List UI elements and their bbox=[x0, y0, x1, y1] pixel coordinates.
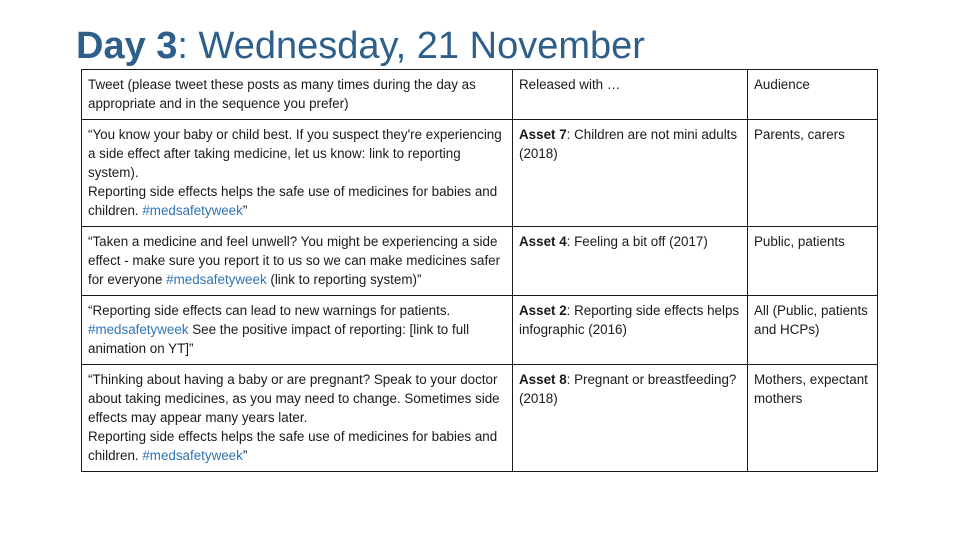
audience-cell: Parents, carers bbox=[748, 120, 878, 227]
hashtag-link[interactable]: #medsafetyweek bbox=[88, 322, 189, 337]
table-header-row bbox=[82, 70, 878, 120]
hashtag-link[interactable]: #medsafetyweek bbox=[142, 203, 243, 218]
asset-cell bbox=[513, 365, 748, 472]
asset-label: Asset 8 bbox=[519, 372, 567, 387]
page-title bbox=[76, 22, 645, 70]
asset-cell bbox=[513, 227, 748, 296]
header-released-with: Released with … bbox=[513, 70, 748, 120]
audience-cell: All (Public, patients and HCPs) bbox=[748, 296, 878, 365]
asset-desc: : Feeling a bit off (2017) bbox=[566, 234, 708, 249]
asset-label: Asset 4 bbox=[519, 234, 567, 249]
tweet-text: Reporting side effects helps the safe use of medicines for babies and children. bbox=[88, 184, 498, 218]
table-row bbox=[82, 227, 878, 296]
audience-cell: Mothers, expectant mothers bbox=[748, 365, 878, 472]
tweet-cell bbox=[82, 227, 513, 296]
tweet-cell bbox=[82, 120, 513, 227]
tweet-cell bbox=[82, 365, 513, 472]
hashtag-link[interactable]: #medsafetyweek bbox=[142, 448, 243, 463]
tweet-text: (link to reporting system)” bbox=[266, 272, 422, 287]
asset-desc: : Children are not mini adults (2018) bbox=[519, 127, 738, 161]
tweet-text: “Taken a medicine and feel unwell? You might be experiencing a side effect - make sure you report it to us so we can make medicines safer for everyone bbox=[88, 234, 501, 287]
tweet-text: See the positive impact of reporting: [link to full animation on YT]” bbox=[88, 322, 470, 356]
tweet-text: “Thinking about having a baby or are pregnant? Speak to your doctor about taking medicines, as you may need to change. Sometimes side effects may appear many years later. bbox=[88, 372, 500, 425]
tweet-text: “You know your baby or child best. If you suspect they're experiencing a side effect after taking medicine, let us know: link to reporting system). bbox=[88, 127, 502, 180]
table-row bbox=[82, 120, 878, 227]
table-row bbox=[82, 365, 878, 472]
title-day: Day 3 bbox=[76, 25, 178, 67]
asset-label: Asset 7 bbox=[519, 127, 567, 142]
tweet-text: Reporting side effects helps the safe use of medicines for babies and children. bbox=[88, 429, 498, 463]
campaign-table bbox=[81, 69, 878, 472]
asset-cell bbox=[513, 120, 748, 227]
asset-cell bbox=[513, 296, 748, 365]
table-row bbox=[82, 296, 878, 365]
header-audience: Audience bbox=[748, 70, 878, 120]
hashtag-link[interactable]: #medsafetyweek bbox=[166, 272, 267, 287]
tweet-text: ” bbox=[242, 203, 248, 218]
title-date: : Wednesday, 21 November bbox=[177, 25, 645, 67]
asset-desc: : Pregnant or breastfeeding? (2018) bbox=[519, 372, 737, 406]
asset-desc: : Reporting side effects helps infographic (2016) bbox=[519, 303, 740, 337]
tweet-text: “Reporting side effects can lead to new warnings for patients. bbox=[88, 303, 451, 318]
asset-label: Asset 2 bbox=[519, 303, 567, 318]
header-tweet: Tweet (please tweet these posts as many times during the day as appropriate and in the sequence you prefer) bbox=[82, 70, 513, 120]
audience-cell: Public, patients bbox=[748, 227, 878, 296]
tweet-text: ” bbox=[242, 448, 248, 463]
tweet-cell bbox=[82, 296, 513, 365]
